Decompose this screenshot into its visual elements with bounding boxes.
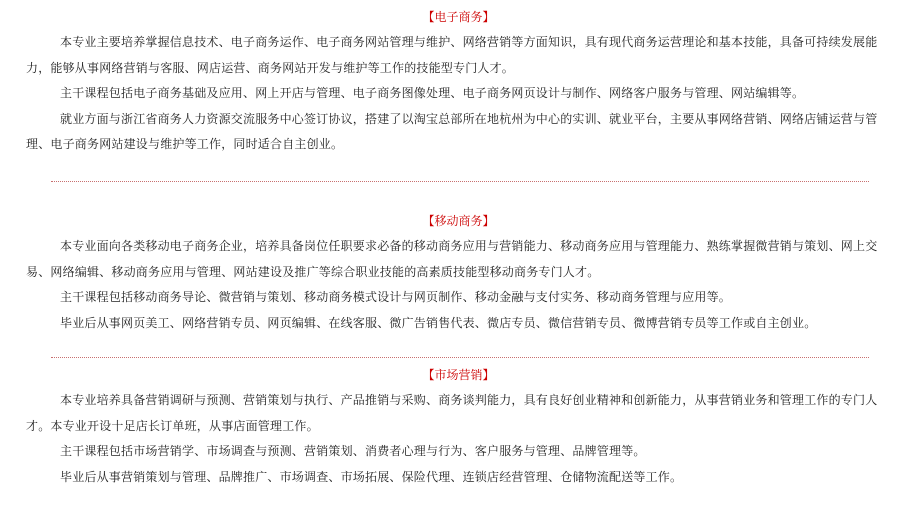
paragraph-intro: 本专业面向各类移动电子商务企业，培养具备岗位任职要求必备的移动商务应用与营销能力、移动商务应用与管理能力、熟练掌握微营销与策划、网上交易、网络编辑、移动商务应用与管理、网站建设及推广等综合职业技能的高素质技能型移动商务专门人才。 xyxy=(26,239,878,279)
section-mobile-commerce xyxy=(0,212,917,336)
section-divider xyxy=(51,357,869,358)
paragraph-intro: 本专业培养具备营销调研与预测、营销策划与执行、产品推销与采购、商务谈判能力，具有良好创业精神和创新能力，从事营销业务和管理工作的专门人才。本专业开设十足店长订单班，从事店面管理工作。 xyxy=(26,393,878,433)
paragraph-courses: 主干课程包括移动商务导论、微营销与策划、移动商务模式设计与网页制作、移动金融与支付实务、移动商务管理与应用等。 xyxy=(60,290,732,304)
paragraph-courses: 主干课程包括电子商务基础及应用、网上开店与管理、电子商务图像处理、电子商务网页设计与制作、网络客户服务与管理、网站编辑等。 xyxy=(60,86,805,100)
section-title: 【电子商务】 xyxy=(422,10,495,24)
paragraph-employment: 毕业后从事网页美工、网络营销专员、网页编辑、在线客服、微广告销售代表、微店专员、微信营销专员、微博营销专员等工作或自主创业。 xyxy=(60,315,817,330)
section-title: 【移动商务】 xyxy=(422,214,495,228)
paragraph-intro: 本专业主要培养掌握信息技术、电子商务运作、电子商务网站管理与维护、网络营销等方面知识，具有现代商务运营理论和基本技能，具备可持续发展能力，能够从事网络营销与客服、网店运营、商务网站开发与维护等工作的技能型专门人才。 xyxy=(26,35,878,75)
section-ecommerce xyxy=(0,8,917,158)
section-title-text: 电子商务 xyxy=(434,10,483,24)
section-divider xyxy=(51,181,869,182)
section-title-text: 移动商务 xyxy=(434,214,483,228)
paragraph-courses: 主干课程包括市场营销学、市场调查与预测、营销策划、消费者心理与行为、客户服务与管理、品牌管理等。 xyxy=(60,444,646,458)
paragraph-employment: 毕业后从事营销策划与管理、品牌推广、市场调查、市场拓展、保险代理、连锁店经营管理、仓储物流配送等工作。 xyxy=(60,469,683,484)
paragraph-employment: 就业方面与浙江省商务人力资源交流服务中心签订协议，搭建了以淘宝总部所在地杭州为中心的实训、就业平台，主要从事网络营销、网络店铺运营与管理、电子商务网站建设与维护等工作，同时适合自主创业。 xyxy=(26,111,878,151)
section-title-text: 市场营销 xyxy=(434,368,483,382)
section-marketing xyxy=(0,366,917,490)
section-title: 【市场营销】 xyxy=(422,368,495,382)
